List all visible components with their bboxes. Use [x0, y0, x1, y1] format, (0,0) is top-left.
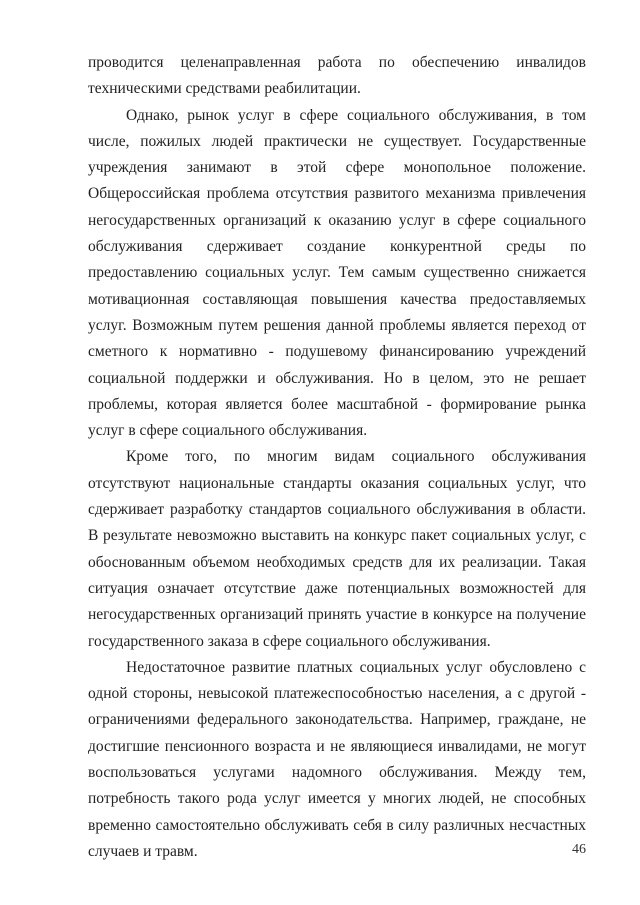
paragraph-continued: проводится целенаправленная работа по обеспечению инвалидов техническими средствами реабилитации.	[88, 54, 586, 98]
paragraph-paid-services: Недостаточное развитие платных социальных услуг обусловлено с одной стороны, невысокой платежеспособностью населения, а с другой - ограничениями федерального законодательства. Например, граждане, не достигшие пенсионного возраста и не являющиеся инвалидами, не могут воспользоваться услугами надомного обслуживания. Между тем, потребность такого рода услуг имеется у многих людей, не способных временно самостоятельно обслуживать себя в силу различных несчастных случаев и травм.	[88, 658, 586, 860]
paragraph-standards: Кроме того, по многим видам социального обслуживания отсутствуют национальные стандарты оказания социальных услуг, что сдерживает разработку стандартов социального обслуживания в области. В результате невозможно выставить на конкурс пакет социальных услуг, с обоснованным объемом необходимых средств для их реализации. Такая ситуация означает отсутствие даже потенциальных возможностей для негосударственных организаций принять участие в конкурсе на получение государственного заказа в сфере социального обслуживания.	[88, 448, 586, 650]
page-number: 46	[572, 842, 586, 857]
document-page	[88, 50, 586, 865]
paragraph-market: Однако, рынок услуг в сфере социального обслуживания, в том числе, пожилых людей практически не существует. Государственные учреждения занимают в этой сфере монопольное положение. Общероссийская проблема отсутствия развитого механизма привлечения негосударственных организаций к оказанию услуг в сфере социального обслуживания сдерживает создание конкурентной среды по предоставлению социальных услуг. Тем самым существенно снижается мотивационная составляющая повышения качества предоставляемых услуг. Возможным путем решения данной проблемы является переход от сметного к нормативно - подушевому финансированию учреждений социальной поддержки и обслуживания. Но в целом, это не решает проблемы, которая является более масштабной - формирование рынка услуг в сфере социального обслуживания.	[88, 106, 586, 440]
